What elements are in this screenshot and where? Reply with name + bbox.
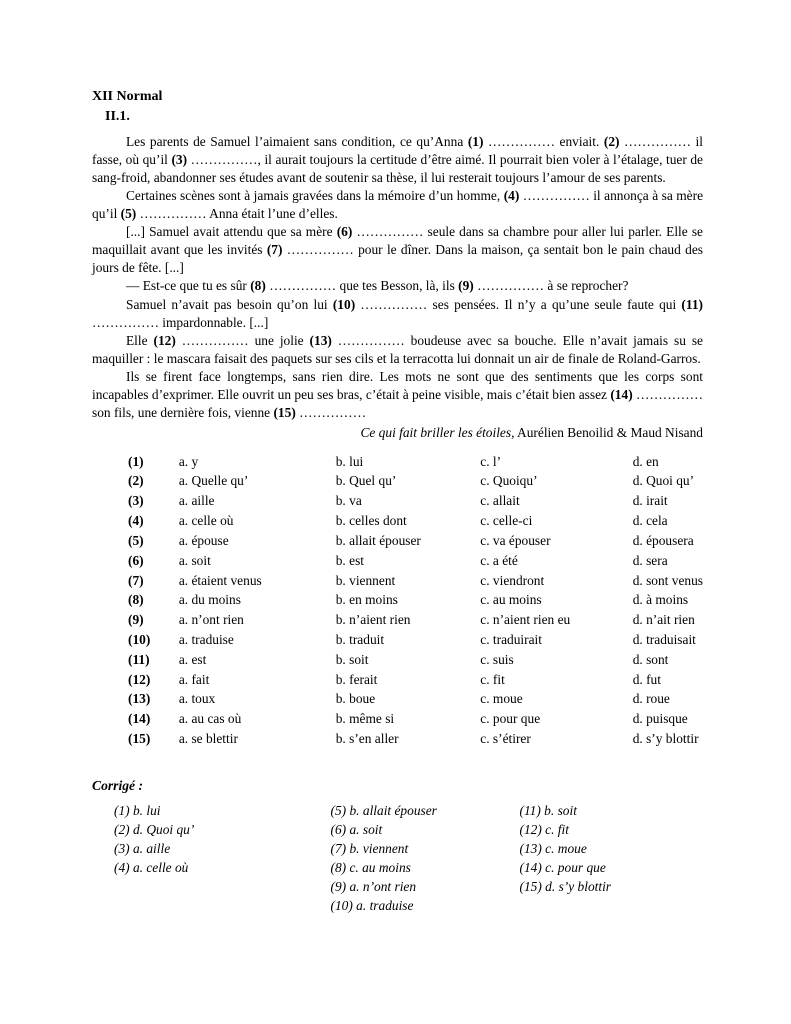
option-d[interactable]: d. sera xyxy=(632,552,668,568)
option-b[interactable]: b. celles dont xyxy=(335,513,407,529)
answer-item: (11) b. soit xyxy=(519,803,577,819)
table-row xyxy=(92,630,703,650)
option-d[interactable]: d. s’y blottir xyxy=(632,731,699,747)
question-number: (7) xyxy=(128,572,144,588)
option-c[interactable]: c. Quoiqu’ xyxy=(480,473,538,489)
option-b[interactable]: b. ferait xyxy=(335,671,378,687)
attribution-title: Ce qui fait briller les étoiles, xyxy=(360,424,515,440)
option-d[interactable]: d. n’ait rien xyxy=(632,612,695,628)
answer-key-column-1 xyxy=(92,801,331,915)
option-b[interactable]: b. est xyxy=(335,552,364,568)
option-a[interactable]: a. traduise xyxy=(178,632,234,647)
table-row xyxy=(92,709,703,729)
option-c[interactable]: c. pour que xyxy=(480,711,541,727)
option-c[interactable]: c. traduirait xyxy=(480,632,542,647)
question-number: (6) xyxy=(128,552,144,568)
option-c[interactable]: c. n’aient rien eu xyxy=(480,612,571,628)
question-number: (15) xyxy=(128,731,151,747)
question-number: (14) xyxy=(128,711,151,727)
question-number: (10) xyxy=(128,632,151,647)
table-row xyxy=(92,610,703,630)
option-d[interactable]: d. en xyxy=(632,453,659,469)
answer-item: (4) a. celle où xyxy=(114,860,189,876)
option-a[interactable]: a. Quelle qu’ xyxy=(178,473,249,489)
questions-table xyxy=(92,452,703,749)
body-paragraph-5: Samuel n’avait pas besoin qu’on lui (10) …………… ses pensées. Il n’y a qu’une seule faute qui (11) …………… impardonnable. [...] xyxy=(92,296,703,330)
option-b[interactable]: b. soit xyxy=(335,651,369,667)
option-d[interactable]: d. roue xyxy=(632,691,670,707)
option-a[interactable]: a. épouse xyxy=(178,532,229,548)
question-number: (9) xyxy=(128,612,144,628)
option-d[interactable]: d. irait xyxy=(632,493,668,509)
option-d[interactable]: d. puisque xyxy=(632,711,688,727)
page-title: XII Normal xyxy=(92,89,163,104)
option-a[interactable]: a. y xyxy=(178,453,199,469)
table-row xyxy=(92,452,703,472)
option-b[interactable]: b. va xyxy=(335,493,362,509)
option-c[interactable]: c. moue xyxy=(480,691,523,707)
question-number: (3) xyxy=(128,493,144,509)
option-d[interactable]: d. sont xyxy=(632,651,669,667)
attribution xyxy=(92,424,703,442)
body-paragraph-6: Elle (12) …………… une jolie (13) …………… boudeuse avec sa bouche. Elle n’avait jamais su se maquiller : le mascara faisait des paquets sur ses cils et la terracotta lui donnait un air de finale de Roland-Garros. xyxy=(92,332,703,366)
table-row xyxy=(92,670,703,690)
table-row xyxy=(92,571,703,591)
option-a[interactable]: a. fait xyxy=(178,671,210,687)
table-row xyxy=(92,650,703,670)
option-c[interactable]: c. allait xyxy=(480,493,520,509)
answer-key xyxy=(92,801,703,915)
answer-item: (13) c. moue xyxy=(519,841,587,857)
answer-item: (2) d. Quoi qu’ xyxy=(114,822,195,838)
option-b[interactable]: b. n’aient rien xyxy=(335,612,411,628)
option-a[interactable]: a. du moins xyxy=(178,592,241,608)
table-row xyxy=(92,491,703,511)
answer-item: (6) a. soit xyxy=(330,822,383,838)
option-c[interactable]: c. fit xyxy=(480,671,505,687)
option-b[interactable]: b. en moins xyxy=(335,592,398,608)
option-a[interactable]: a. est xyxy=(178,651,207,667)
answer-item: (7) b. viennent xyxy=(330,841,409,857)
question-number: (12) xyxy=(128,671,151,687)
question-number: (2) xyxy=(128,473,144,489)
table-row xyxy=(92,531,703,551)
question-number: (1) xyxy=(128,453,144,469)
option-a[interactable]: a. étaient venus xyxy=(178,572,262,588)
table-row xyxy=(92,689,703,709)
answer-key-column-3 xyxy=(520,801,703,915)
option-b[interactable]: b. allait épouser xyxy=(335,532,421,548)
table-row xyxy=(92,511,703,531)
option-c[interactable]: c. l’ xyxy=(480,453,502,469)
answer-item: (3) a. aille xyxy=(114,841,171,857)
option-a[interactable]: a. soit xyxy=(178,552,211,568)
option-a[interactable]: a. aille xyxy=(178,493,215,509)
option-c[interactable]: c. s’étirer xyxy=(480,731,531,747)
question-number: (5) xyxy=(128,532,144,548)
option-d[interactable]: d. à moins xyxy=(632,592,689,608)
option-a[interactable]: a. au cas où xyxy=(178,711,242,727)
question-number: (13) xyxy=(128,691,151,707)
answer-item: (10) a. traduise xyxy=(330,898,414,914)
option-d[interactable]: d. Quoi qu’ xyxy=(632,473,695,489)
option-c[interactable]: c. viendront xyxy=(480,572,545,588)
option-d[interactable]: d. cela xyxy=(632,513,668,529)
answer-item: (1) b. lui xyxy=(114,803,161,819)
option-c[interactable]: c. suis xyxy=(480,651,514,667)
answer-item: (5) b. allait épouser xyxy=(330,803,437,819)
answer-key-title: Corrigé : xyxy=(92,777,143,793)
answer-item: (8) c. au moins xyxy=(330,860,411,876)
attribution-author: Aurélien Benoilid & Maud Nisand xyxy=(514,424,703,440)
option-d[interactable]: d. traduisait xyxy=(632,632,696,647)
option-a[interactable]: a. toux xyxy=(178,691,216,707)
body-paragraph-3: [...] Samuel avait attendu que sa mère (6) …………… seule dans sa chambre pour aller lui parler. Elle se maquillait avant que les invités (7) …………… pour le dîner. Dans la maison, ça sentait bon le pain chaud des jours de fête. [...] xyxy=(92,224,703,276)
option-a[interactable]: a. se blettir xyxy=(178,731,238,747)
question-number: (11) xyxy=(128,651,150,667)
answer-key-column-2 xyxy=(331,801,520,915)
body-paragraph-4: — Est-ce que tu es sûr (8) …………… que tes Besson, là, ils (9) …………… à se reprocher? xyxy=(126,278,629,294)
option-b[interactable]: b. viennent xyxy=(335,572,396,588)
table-row xyxy=(92,551,703,571)
option-c[interactable]: c. a été xyxy=(480,552,518,568)
option-c[interactable]: c. va épouser xyxy=(480,532,551,548)
table-row xyxy=(92,590,703,610)
answer-item: (14) c. pour que xyxy=(519,860,606,876)
option-c[interactable]: c. au moins xyxy=(480,592,542,608)
table-row xyxy=(92,471,703,491)
option-c[interactable]: c. celle-ci xyxy=(480,513,533,529)
option-d[interactable]: d. fut xyxy=(632,671,661,687)
option-a[interactable]: a. n’ont rien xyxy=(178,612,244,628)
option-b[interactable]: b. traduit xyxy=(335,632,385,647)
option-b[interactable]: b. Quel qu’ xyxy=(335,473,397,489)
body-paragraph-7: Ils se firent face longtemps, sans rien dire. Les mots ne sont que des sentiments que les corps sont incapables d’exprimer. Elle ouvrit un peu ses bras, c’était à peine visible, mais c’était bien assez (14) …………… son fils, une dernière fois, vienne (15) …………… xyxy=(92,368,703,420)
table-row xyxy=(92,729,703,749)
option-d[interactable]: d. épousera xyxy=(632,532,694,548)
option-b[interactable]: b. boue xyxy=(335,691,376,707)
body-paragraph-2: Certaines scènes sont à jamais gravées dans la mémoire d’un homme, (4) …………… il annonça à sa mère qu’il (5) …………… Anna était l’une d’elles. xyxy=(92,188,704,222)
answer-item: (15) d. s’y blottir xyxy=(519,879,612,895)
option-b[interactable]: b. s’en aller xyxy=(335,731,399,747)
section-label: II.1. xyxy=(105,108,130,124)
answer-item: (12) c. fit xyxy=(519,822,569,838)
question-number: (8) xyxy=(128,592,144,608)
option-b[interactable]: b. lui xyxy=(335,453,364,469)
answer-item: (9) a. n’ont rien xyxy=(330,879,417,895)
option-b[interactable]: b. même si xyxy=(335,711,395,727)
body-paragraph-1: Les parents de Samuel l’aimaient sans condition, ce qu’Anna (1) …………… enviait. (2) …………… il fasse, où qu’il (3) ……………, il aurait toujours la certitude d’être aimé. Il pourrait bien voler à l’étalage, tuer de sang-froid, abandonner ses études avant de soutenir sa thèse, il lui resterait toujours l’amour de ses parents. xyxy=(92,134,703,186)
question-number: (4) xyxy=(128,513,144,529)
option-a[interactable]: a. celle où xyxy=(178,513,234,529)
option-d[interactable]: d. sont venus xyxy=(632,572,703,588)
